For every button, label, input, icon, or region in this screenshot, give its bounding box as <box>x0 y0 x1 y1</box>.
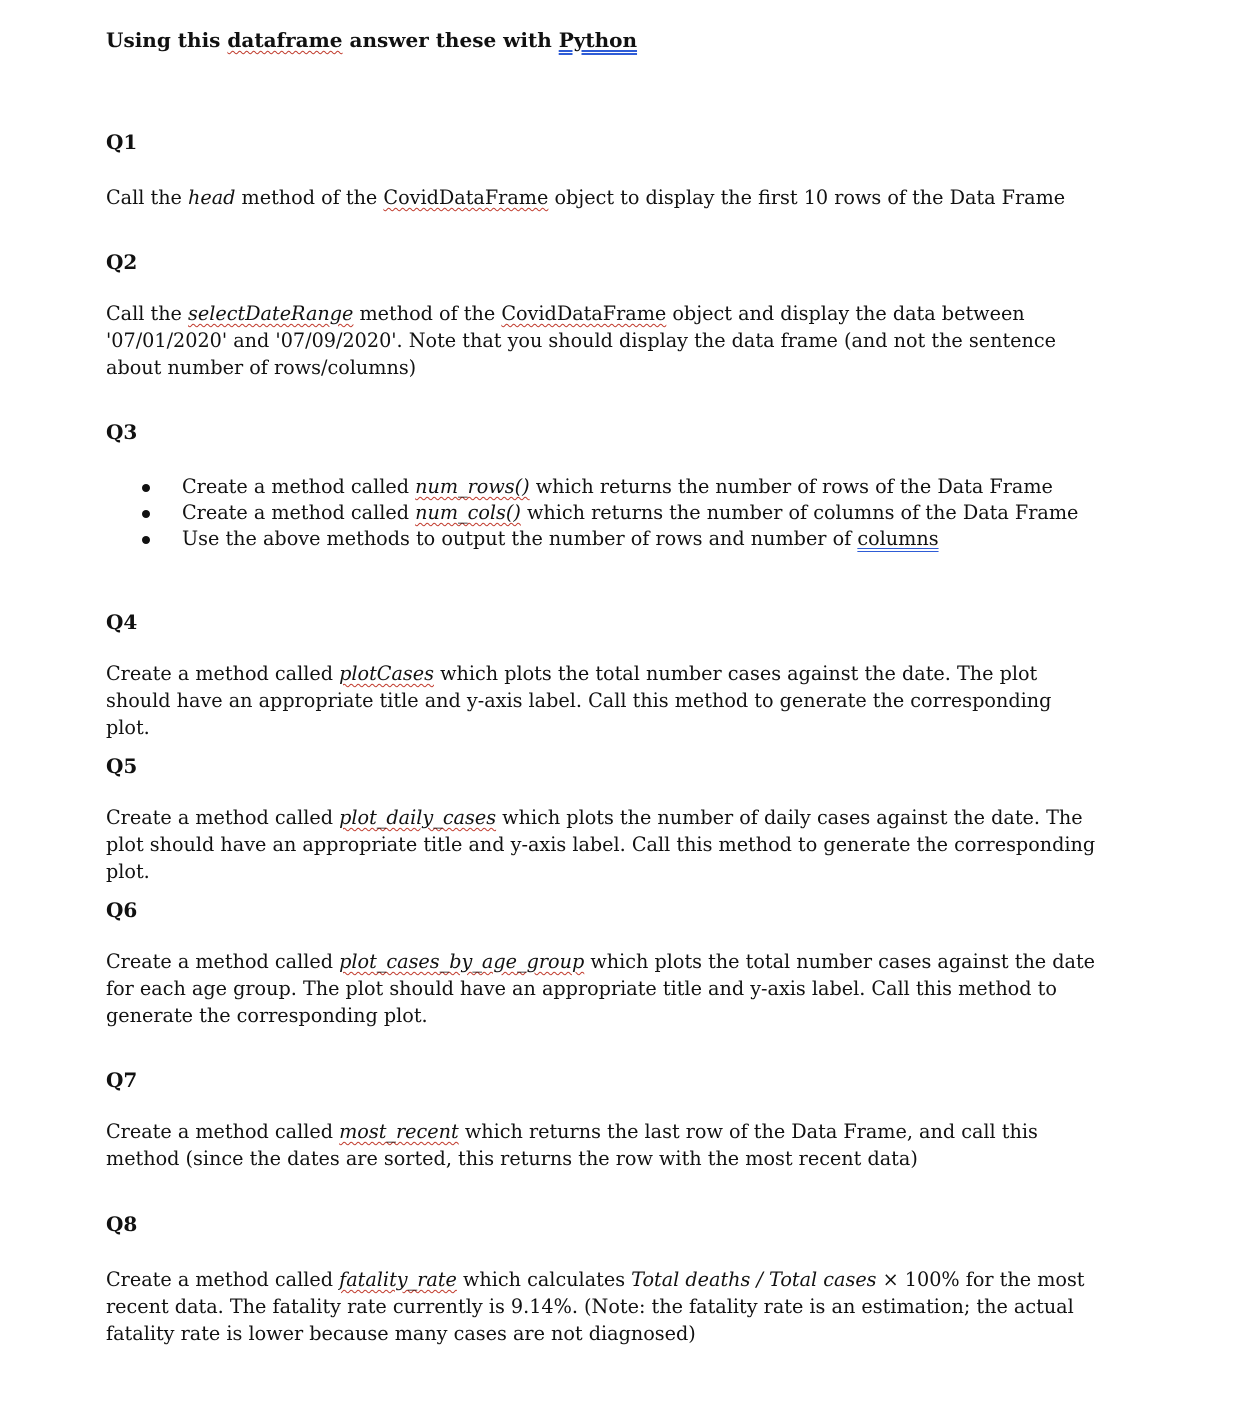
q3-heading: Q3 <box>106 420 138 444</box>
q8-heading: Q8 <box>106 1212 138 1236</box>
q6-heading: Q6 <box>106 898 138 922</box>
bullet-icon <box>142 510 150 518</box>
spellcheck-word: dataframe <box>227 28 343 52</box>
q1-text: Call the head method of the CovidDataFrame object to display the first 10 rows of the Data Frame <box>106 186 1066 209</box>
bullet-icon <box>142 536 150 544</box>
q5-heading: Q5 <box>106 754 138 778</box>
document-title: Using this dataframe answer these with Python <box>106 28 638 52</box>
list-item: Create a method called num_rows() which returns the number of rows of the Data Frame <box>106 474 1106 500</box>
q2-text: Call the selectDateRange method of the CovidDataFrame object and display the data between '07/01/2020' and '07/09/2020'. Note that you should display the data frame (and not the sentence about number of rows/columns) <box>106 302 1056 379</box>
list-item: Use the above methods to output the number of rows and number of columns <box>106 526 1106 552</box>
spellcheck-word: plot_daily_cases <box>339 806 497 829</box>
grammar-word: columns <box>857 527 939 550</box>
spellcheck-word: CovidDataFrame <box>383 186 549 209</box>
spellcheck-word: most_recent <box>339 1120 459 1143</box>
q8-text: Create a method called fatality_rate which calculates Total deaths / Total cases × 100% for the most recent data. The fatality rate currently is 9.14%. (Note: the fatality rate is an estimation; the actual fatality rate is lower because many cases are not diagnosed) <box>106 1268 1085 1345</box>
q7-heading: Q7 <box>106 1068 138 1092</box>
q4-text: Create a method called plotCases which plots the total number cases against the date. The plot should have an appropriate title and y-axis label. Call this method to generate the corresponding plot. <box>106 662 1052 739</box>
q2-heading: Q2 <box>106 250 138 274</box>
q1-heading: Q1 <box>106 130 138 154</box>
spellcheck-word: num_rows() <box>415 475 530 498</box>
bullet-icon <box>142 484 150 492</box>
grammar-word: Python <box>558 28 638 52</box>
spellcheck-word: num_cols() <box>415 501 521 524</box>
spellcheck-word: plot_cases_by_age_group <box>339 950 585 973</box>
q4-heading: Q4 <box>106 610 138 634</box>
q5-text: Create a method called plot_daily_cases which plots the number of daily cases against the date. The plot should have an appropriate title and y-axis label. Call this method to generate the corresponding plot. <box>106 806 1096 883</box>
spellcheck-word: CovidDataFrame <box>501 302 667 325</box>
q7-text: Create a method called most_recent which returns the last row of the Data Frame, and call this method (since the dates are sorted, this returns the row with the most recent data) <box>106 1120 1038 1170</box>
list-item: Create a method called num_cols() which returns the number of columns of the Data Frame <box>106 500 1106 526</box>
q6-text: Create a method called plot_cases_by_age_group which plots the total number cases against the date for each age group. The plot should have an appropriate title and y-axis label. Call this method to generate the corresponding plot. <box>106 950 1096 1027</box>
spellcheck-word: fatality_rate <box>339 1268 457 1291</box>
spellcheck-word: plotCases <box>339 662 434 685</box>
q3-bullet-list <box>106 474 1106 552</box>
spellcheck-word: selectDateRange <box>188 302 354 325</box>
